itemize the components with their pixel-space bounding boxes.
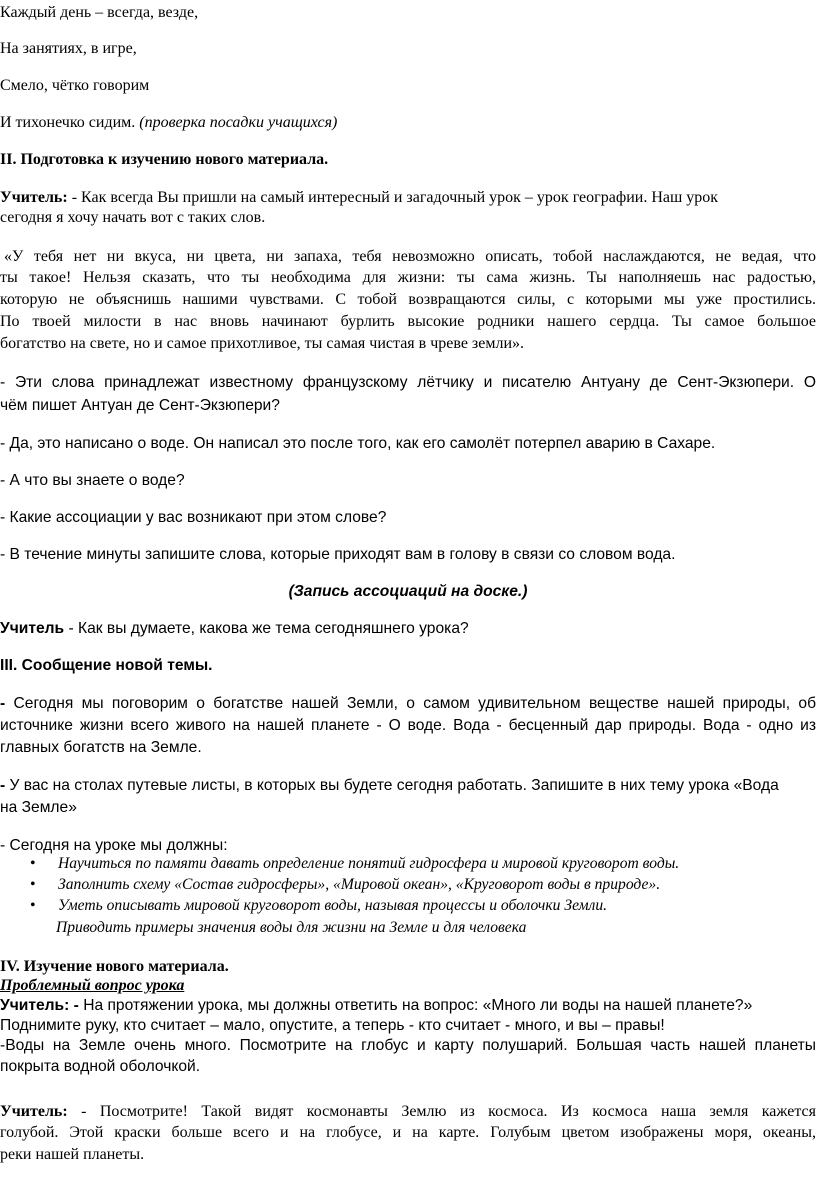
bullet-icon: • [30,897,36,914]
sec3-p1-text: Сегодня мы поговорим о богатстве нашей Земли, о самом удивительном веществе нашей природы, об [5,695,816,712]
sec3-p1-line-2: источнике жизни всего живого на нашей планете - О воде. Вода - бесценный дар природы. Вода - одно из [0,717,816,734]
dialog-q1-line-1: - Эти слова принадлежат известному французскому лётчику и писателю Антуану де Сент-Экзюпери. О [0,374,816,391]
dialog-teacher-text: - Как вы думаете, какова же тема сегодняшнего урока? [64,620,469,637]
dialog-q4: - В течение минуты запишите слова, которые приходят вам в голову в связи со словом вода. [0,546,676,563]
sec3-p2-text: У вас на столах путевые листы, в которых вы будете сегодня работать. Запишите в них тему урока «Вода [5,777,779,794]
section-2-heading-text: II. Подготовка к изучению нового материала. [0,151,329,168]
section-4-subheading-text: Проблемный вопрос урока [0,977,185,994]
sec3-p2-dash: - [0,777,6,794]
goal-item-extra: Приводить примеры значения воды для жизни на Земле и для человека [56,919,527,936]
quote-line-5: богатство на свете, но и самое прихотливое, ты самая чистая в чреве земли». [0,335,525,352]
teacher-1-text: - Как всегда Вы пришли на самый интересный и загадочный урок – урок географии. Наш урок [67,189,719,206]
poem-line-2: На занятиях, в игре, [0,40,137,57]
sec4-teacher2-text: - Посмотрите! Такой видят космонавты Землю из космоса. Из космоса наша земля кажется [67,1103,816,1120]
sec4-teacher2-line-1 [0,1102,816,1122]
quote-line-3: которую не объяснишь нашими чувствами. С тобой возвращаются силы, с которыми мы уже простились. [0,291,816,308]
section-4-heading [0,957,229,977]
section-3-heading [0,656,213,676]
poem-line-4 [0,113,337,133]
sec4-teacher-line-4: покрыта водной оболочкой. [0,1058,201,1075]
section-4-subheading [0,976,184,996]
dialog-q1-line-2: чём пишет Антуан де Сент-Экзюпери? [0,397,280,414]
sec3-p2-line-2: на Земле» [0,799,77,816]
bullet-icon: • [30,855,36,872]
sec4-teacher2-label: Учитель: [0,1103,68,1120]
dialog-note [0,582,816,602]
poem-note: (проверка посадки учащихся) [139,114,338,131]
dialog-teacher-question [0,619,469,639]
sec3-p1-line-1 [0,694,816,714]
teacher-1-line-1 [0,188,718,208]
sec3-p1-dash: - [0,695,6,712]
section-2-heading [0,150,328,170]
sec4-teacher-line-1 [0,996,752,1016]
sec4-teacher2-line-3: реки нашей планеты. [0,1146,145,1163]
section-4-heading-text: IV. Изучение нового материала. [0,958,229,975]
quote-line-1: «У тебя нет ни вкуса, ни цвета, ни запаха, тебя невозможно описать, тобой наслаждаются, не ведая, что [4,248,816,265]
dialog-note-text: (Запись ассоциаций на доске.) [288,583,528,600]
teacher-label: Учитель: [0,189,68,206]
poem-line-3: Смело, чётко говорим [0,77,150,94]
quote-line-2: ты такое! Нельзя сказать, что ты необходима для жизни: ты сама жизнь. Ты наполняешь нас радостью, [0,269,816,286]
poem-line-4-text: И тихонечко сидим. [0,114,136,131]
sec4-teacher-label: Учитель: - [0,997,79,1014]
dialog-teacher-label: Учитель [0,620,65,637]
dialog-answer-1: - Да, это написано о воде. Он написал это после того, как его самолёт потерпел аварию в Сахаре. [0,435,716,452]
dialog-q2: - А что вы знаете о воде? [0,472,185,489]
sec4-teacher-line-3: -Воды на Земле очень много. Посмотрите на глобус и карту полушарий. Большая часть нашей планеты [0,1037,816,1054]
sec4-teacher-line-2: Поднимите руку, кто считает – мало, опустите, а теперь - кто считает - много, и вы – правы! [0,1017,665,1034]
poem-line-1: Каждый день – всегда, везде, [0,4,199,21]
goal-item-2: Заполнить схему «Состав гидросферы», «Мировой океан», «Круговорот воды в природе». [58,876,661,893]
teacher-1-line-2: сегодня я хочу начать вот с таких слов. [0,209,266,226]
goal-item-3: Уметь описывать мировой круговорот воды, называя процессы и оболочки Земли. [58,897,608,914]
sec4-teacher2-line-2: голубой. Этой краски больше всего и на глобусе, и на карте. Голубым цветом изображены моря, океаны, [0,1124,816,1141]
bullet-icon: • [30,876,36,893]
goals-intro: - Сегодня на уроке мы должны: [0,837,228,854]
dialog-q3: - Какие ассоциации у вас возникают при этом слове? [0,509,387,526]
section-3-heading-text: III. Сообщение новой темы. [0,657,213,674]
sec3-p1-line-3: главных богатств на Земле. [0,739,202,756]
goal-item-1: Научиться по памяти давать определение понятий гидросфера и мировой круговорот воды. [58,855,680,872]
quote-line-4: По твоей милости в нас вновь начинают бурлить высокие родники нашего сердца. Ты самое большое [0,313,816,330]
sec4-teacher-text: На протяжении урока, мы должны ответить на вопрос: «Много ли воды на нашей планете?» [78,997,753,1014]
sec3-p2-line-1 [0,776,779,796]
